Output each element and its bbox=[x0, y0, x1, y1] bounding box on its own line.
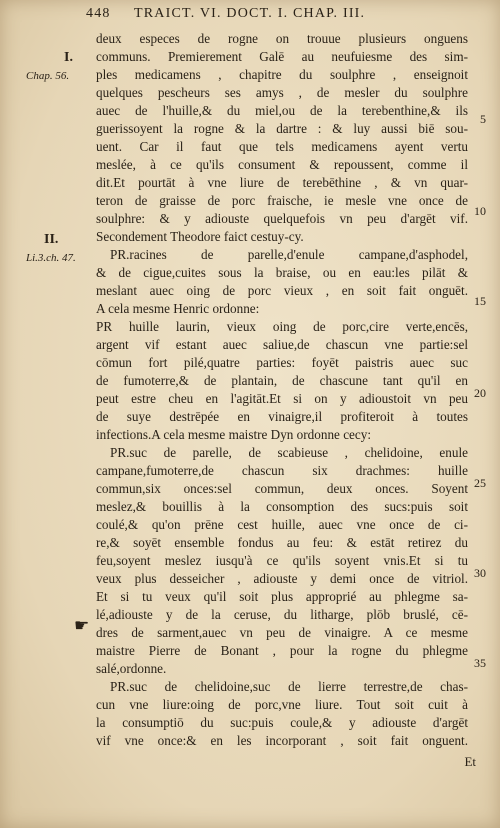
margin-reference: Chap. 56. bbox=[26, 70, 70, 82]
text-line: dit.Et pourtāt à vne liure de terebēthine , & vn quar- bbox=[96, 175, 468, 190]
text-line: re,& soyēt ensemble fondus au feu: & estāt retirez du bbox=[96, 535, 468, 550]
text-line: peut estre cheu en l'agitāt.Et si on y adioustoit vn peu bbox=[96, 391, 468, 406]
text-line: meslant auec oing de porc vieux , en soit fait onguēt. bbox=[96, 283, 468, 298]
text-line: coulé,& qu'on prēne cest huille, auec vne once de ci- bbox=[96, 517, 468, 532]
text-line: la consumptiō du suc:puis coule,& y adiouste d'argēt bbox=[96, 715, 468, 730]
text-line: feu,soyent meslez iusqu'à ce qu'ils soyent vnis.Et si tu bbox=[96, 553, 468, 568]
text-line: communs. Premierement Galē au neufuiesme des sim- bbox=[96, 49, 468, 64]
text-line: ples medicamens , chapitre du soulphre , enseignoit bbox=[96, 67, 468, 82]
text-line: teron de graisse de porc fraische, ie mesle vne once de bbox=[96, 193, 468, 208]
text-line: meslez,& bouillis à la consomption des sucs:puis soit bbox=[96, 499, 468, 514]
line-number: 20 bbox=[474, 386, 486, 400]
text-line: commun,six onces:sel commun, deux onces. Soyent bbox=[96, 481, 468, 496]
running-title: TRAICT. VI. DOCT. I. CHAP. III. bbox=[134, 6, 366, 21]
text-line: cun vne liure:oing de porc,vne liure. Tout soit cuit à bbox=[96, 697, 468, 712]
line-number: 25 bbox=[474, 476, 486, 490]
text-line: de fumoterre,& de plantain, de chascune tant qu'il en bbox=[96, 373, 468, 388]
text-line: soulphre: & y adiouste quelquefois vn peu d'argēt vif. bbox=[96, 211, 468, 226]
line-number: 5 bbox=[480, 112, 486, 126]
text-line: Secondement Theodore faict cestuy-cy. bbox=[96, 229, 304, 244]
catchword: Et bbox=[464, 754, 476, 769]
line-number: 35 bbox=[474, 656, 486, 670]
text-line: & de cigue,cuites sous la braise, ou en eau:les pilāt & bbox=[96, 265, 468, 280]
text-line: lé,adiouste y de la ceruse, du litharge, plōb bruslé, cē- bbox=[96, 607, 468, 622]
text-line: infections.A cela mesme maistre Dyn ordonne cecy: bbox=[96, 427, 372, 442]
text-line: A cela mesme Henric ordonne: bbox=[96, 301, 260, 316]
text-line: PR.racines de parelle,d'enule campane,d'asphodel, bbox=[110, 247, 468, 262]
text-line: salé,ordonne. bbox=[96, 661, 167, 676]
line-number: 10 bbox=[474, 204, 486, 218]
text-line: veux plus desseicher , adiouste y demi once de vitriol. bbox=[96, 571, 468, 586]
text-line: cōmun fort pilé,quatre parties: foyēt paistris auec suc bbox=[96, 355, 468, 370]
margin-reference: Li.3.ch. 47. bbox=[26, 252, 76, 264]
text-line: Et si tu veux qu'il soit plus approprié au phlegme sa- bbox=[96, 589, 468, 604]
text-line: PR huille laurin, vieux oing de porc,cire verte,encēs, bbox=[96, 319, 468, 334]
text-line: auec de l'huille,& du miel,ou de la terebenthine,& ils bbox=[96, 103, 468, 118]
text-line: PR.suc de chelidoine,suc de lierre terrestre,de chas- bbox=[110, 679, 468, 694]
text-line: campane,fumoterre,de chascun six drachmes: huille bbox=[96, 463, 468, 478]
text-line: maistre Pierre de Bonant , pour la rogne du phlegme bbox=[96, 643, 468, 658]
text-line: de suye destrēpée en vinaigre,il profiteroit à toutes bbox=[96, 409, 468, 424]
margin-section-ii: II. bbox=[44, 232, 59, 247]
page-number: 448 bbox=[86, 6, 111, 21]
text-line: quelques pescheurs ses amys , de mesler du soulphre bbox=[96, 85, 468, 100]
text-line: deux especes de rogne on trouue plusieurs onguens bbox=[96, 31, 468, 46]
text-line: argent vif estant auec saliue,de chascun vne partie:sel bbox=[96, 337, 468, 352]
line-number: 30 bbox=[474, 566, 486, 580]
manicule-icon: ☛ bbox=[74, 616, 90, 635]
text-line: dres de sarment,auec vn peu de vinaigre. A ce mesme bbox=[96, 625, 468, 640]
margin-section-i: I. bbox=[64, 50, 73, 65]
text-line: vif vne once:& en les incorporant , soit fait onguent. bbox=[96, 733, 468, 748]
text-line: uent. Car il faut que tels medicamens ayent vertu bbox=[96, 139, 468, 154]
text-line: PR.suc de parelle, de scabieuse , chelidoine, enule bbox=[110, 445, 468, 460]
text-line: meslée, à ce qu'ils consument & repoussent, comme il bbox=[96, 157, 468, 172]
text-line: guerissoyent la rogne & la dartre : & luy aussi biē sou- bbox=[96, 121, 468, 136]
line-number: 15 bbox=[474, 294, 486, 308]
